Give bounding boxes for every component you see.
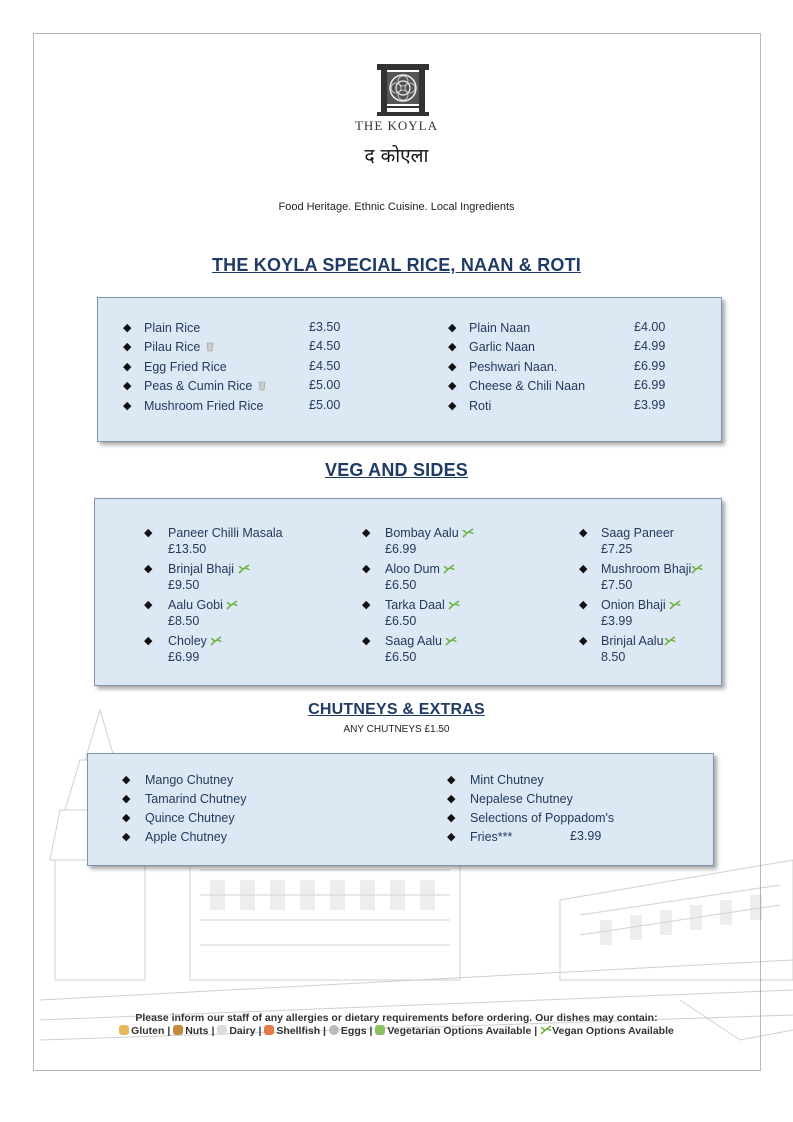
vegan-leaf-icon: [540, 1025, 552, 1035]
menu-item-price: £6.99: [385, 542, 417, 556]
menu-item-name: Nepalese Chutney: [470, 792, 573, 806]
menu-item-price: £3.99: [570, 829, 602, 843]
menu-item-price: £5.00: [309, 378, 341, 392]
menu-item-price: 8.50: [601, 650, 626, 664]
menu-item-name: Tamarind Chutney: [145, 792, 247, 806]
diamond-bullet-icon: ◆: [144, 635, 153, 647]
diamond-bullet-icon: ◆: [123, 400, 132, 412]
brand-name: THE KOYLA: [354, 118, 438, 133]
vegetarian-icon: [375, 1025, 385, 1035]
menu-item-price: £6.99: [634, 378, 666, 392]
shellfish-icon: [264, 1025, 274, 1035]
menu-item-price: £3.99: [634, 398, 666, 412]
dairy-cup-icon: [256, 381, 268, 391]
chutney-section-title: CHUTNEYS & EXTRAS: [308, 701, 485, 718]
menu-item-name: Bombay Aalu: [385, 525, 474, 541]
chutney-box: [87, 753, 714, 866]
menu-item-price: £6.50: [385, 650, 417, 664]
menu-item-price: £13.50: [168, 542, 207, 556]
vegan-leaf-icon: [445, 636, 457, 646]
menu-item-price: £6.50: [385, 614, 417, 628]
menu-item-name: Mint Chutney: [470, 773, 544, 787]
menu-item-name: Mango Chutney: [145, 773, 234, 787]
menu-item-name: Egg Fried Rice: [144, 360, 227, 374]
legend-eggs: Eggs |: [340, 1025, 373, 1037]
diamond-bullet-icon: ◆: [448, 322, 457, 334]
menu-item-name: Mushroom Fried Rice: [144, 399, 264, 413]
diamond-bullet-icon: ◆: [122, 831, 131, 843]
dairy-cup-icon: [204, 342, 216, 352]
diamond-bullet-icon: ◆: [362, 635, 371, 647]
diamond-bullet-icon: ◆: [144, 563, 153, 575]
menu-item-price: £5.00: [309, 398, 341, 412]
legend-vegan: Vegan Options Available: [552, 1025, 674, 1037]
rice-section-title: THE KOYLA SPECIAL RICE, NAAN & ROTI: [211, 255, 582, 275]
menu-item-name: Peas & Cumin Rice: [144, 378, 268, 394]
legend-nuts: Nuts |: [185, 1025, 215, 1037]
eggs-icon: [329, 1025, 339, 1035]
menu-item-price: £9.50: [168, 578, 200, 592]
diamond-bullet-icon: ◆: [123, 341, 132, 353]
menu-item-name: Apple Chutney: [145, 830, 228, 844]
gluten-icon: [119, 1025, 129, 1035]
diamond-bullet-icon: ◆: [144, 599, 153, 611]
diamond-bullet-icon: ◆: [579, 527, 588, 539]
menu-item-price: £8.50: [168, 614, 200, 628]
diamond-bullet-icon: ◆: [447, 831, 456, 843]
veg-sides-box: [94, 498, 722, 686]
dairy-cup-icon: [217, 1025, 227, 1035]
legend-vegetarian: Vegetarian Options Available |: [387, 1025, 538, 1037]
menu-item-name: Mushroom Bhaji: [601, 561, 703, 577]
vegan-leaf-icon: [238, 564, 250, 574]
allergen-legend: [0, 1025, 793, 1037]
menu-item-name: Choley: [168, 633, 222, 649]
vegan-leaf-icon: [462, 528, 474, 538]
rice-naan-box: [97, 297, 722, 442]
menu-item-name: Aloo Dum: [385, 561, 455, 577]
menu-item-price: £4.50: [309, 339, 341, 353]
menu-item-name: Brinjal Bhaji: [168, 561, 250, 577]
menu-item-price: £6.99: [168, 650, 200, 664]
brand-name-hindi: द कोएला: [364, 145, 429, 167]
menu-item-name: Roti: [469, 399, 492, 413]
diamond-bullet-icon: ◆: [144, 527, 153, 539]
menu-item-name: Pilau Rice: [144, 339, 216, 355]
koyla-logo-icon: [375, 62, 431, 118]
diamond-bullet-icon: ◆: [448, 361, 457, 373]
diamond-bullet-icon: ◆: [122, 793, 131, 805]
legend-gluten: Gluten |: [131, 1025, 171, 1037]
vegan-leaf-icon: [443, 564, 455, 574]
diamond-bullet-icon: ◆: [123, 361, 132, 373]
legend-dairy: Dairy |: [229, 1025, 262, 1037]
menu-item-name: Selections of Poppadom's: [470, 811, 615, 825]
diamond-bullet-icon: ◆: [448, 400, 457, 412]
menu-item-name: Paneer Chilli Masala: [168, 526, 283, 540]
menu-item-name: Brinjal Aalu: [601, 633, 676, 649]
diamond-bullet-icon: ◆: [447, 793, 456, 805]
vegan-leaf-icon: [664, 636, 676, 646]
menu-item-name: Plain Rice: [144, 321, 201, 335]
diamond-bullet-icon: ◆: [123, 322, 132, 334]
menu-item-name: Cheese & Chili Naan: [469, 379, 586, 393]
menu-item-price: £4.50: [309, 359, 341, 373]
veg-section-title: VEG AND SIDES: [325, 460, 468, 480]
diamond-bullet-icon: ◆: [122, 812, 131, 824]
menu-item-name: Peshwari Naan.: [469, 360, 558, 374]
diamond-bullet-icon: ◆: [362, 599, 371, 611]
menu-item-name: Fries***: [470, 830, 513, 844]
menu-item-price: £4.00: [634, 320, 666, 334]
menu-item-name: Saag Paneer: [601, 526, 674, 540]
vegan-leaf-icon: [691, 564, 703, 574]
vegan-leaf-icon: [226, 600, 238, 610]
diamond-bullet-icon: ◆: [362, 563, 371, 575]
menu-item-name: Saag Aalu: [385, 633, 457, 649]
menu-item-name: Quince Chutney: [145, 811, 235, 825]
diamond-bullet-icon: ◆: [447, 812, 456, 824]
menu-item-price: £7.25: [601, 542, 633, 556]
menu-item-name: Tarka Daal: [385, 597, 460, 613]
menu-item-price: £3.50: [309, 320, 341, 334]
allergy-notice: Please inform our staff of any allergies or dietary requirements before ordering. Our dishes may contain:: [135, 1012, 658, 1024]
diamond-bullet-icon: ◆: [362, 527, 371, 539]
vegan-leaf-icon: [669, 600, 681, 610]
menu-item-price: £6.99: [634, 359, 666, 373]
diamond-bullet-icon: ◆: [579, 635, 588, 647]
diamond-bullet-icon: ◆: [579, 563, 588, 575]
menu-item-price: £3.99: [601, 614, 633, 628]
diamond-bullet-icon: ◆: [448, 341, 457, 353]
vegan-leaf-icon: [210, 636, 222, 646]
tagline: Food Heritage. Ethnic Cuisine. Local Ingredients: [278, 201, 515, 213]
menu-item-name: Onion Bhaji: [601, 597, 681, 613]
menu-item-name: Aalu Gobi: [168, 597, 238, 613]
legend-shellfish: Shellfish |: [276, 1025, 326, 1037]
menu-item-price: £4.99: [634, 339, 666, 353]
chutney-subtitle: ANY CHUTNEYS £1.50: [343, 724, 450, 735]
diamond-bullet-icon: ◆: [122, 774, 131, 786]
menu-item-price: £7.50: [601, 578, 633, 592]
diamond-bullet-icon: ◆: [123, 380, 132, 392]
menu-item-price: £6.50: [385, 578, 417, 592]
diamond-bullet-icon: ◆: [579, 599, 588, 611]
vegan-leaf-icon: [448, 600, 460, 610]
diamond-bullet-icon: ◆: [447, 774, 456, 786]
menu-item-name: Garlic Naan: [469, 340, 535, 354]
diamond-bullet-icon: ◆: [448, 380, 457, 392]
nuts-icon: [173, 1025, 183, 1035]
menu-item-name: Plain Naan: [469, 321, 531, 335]
